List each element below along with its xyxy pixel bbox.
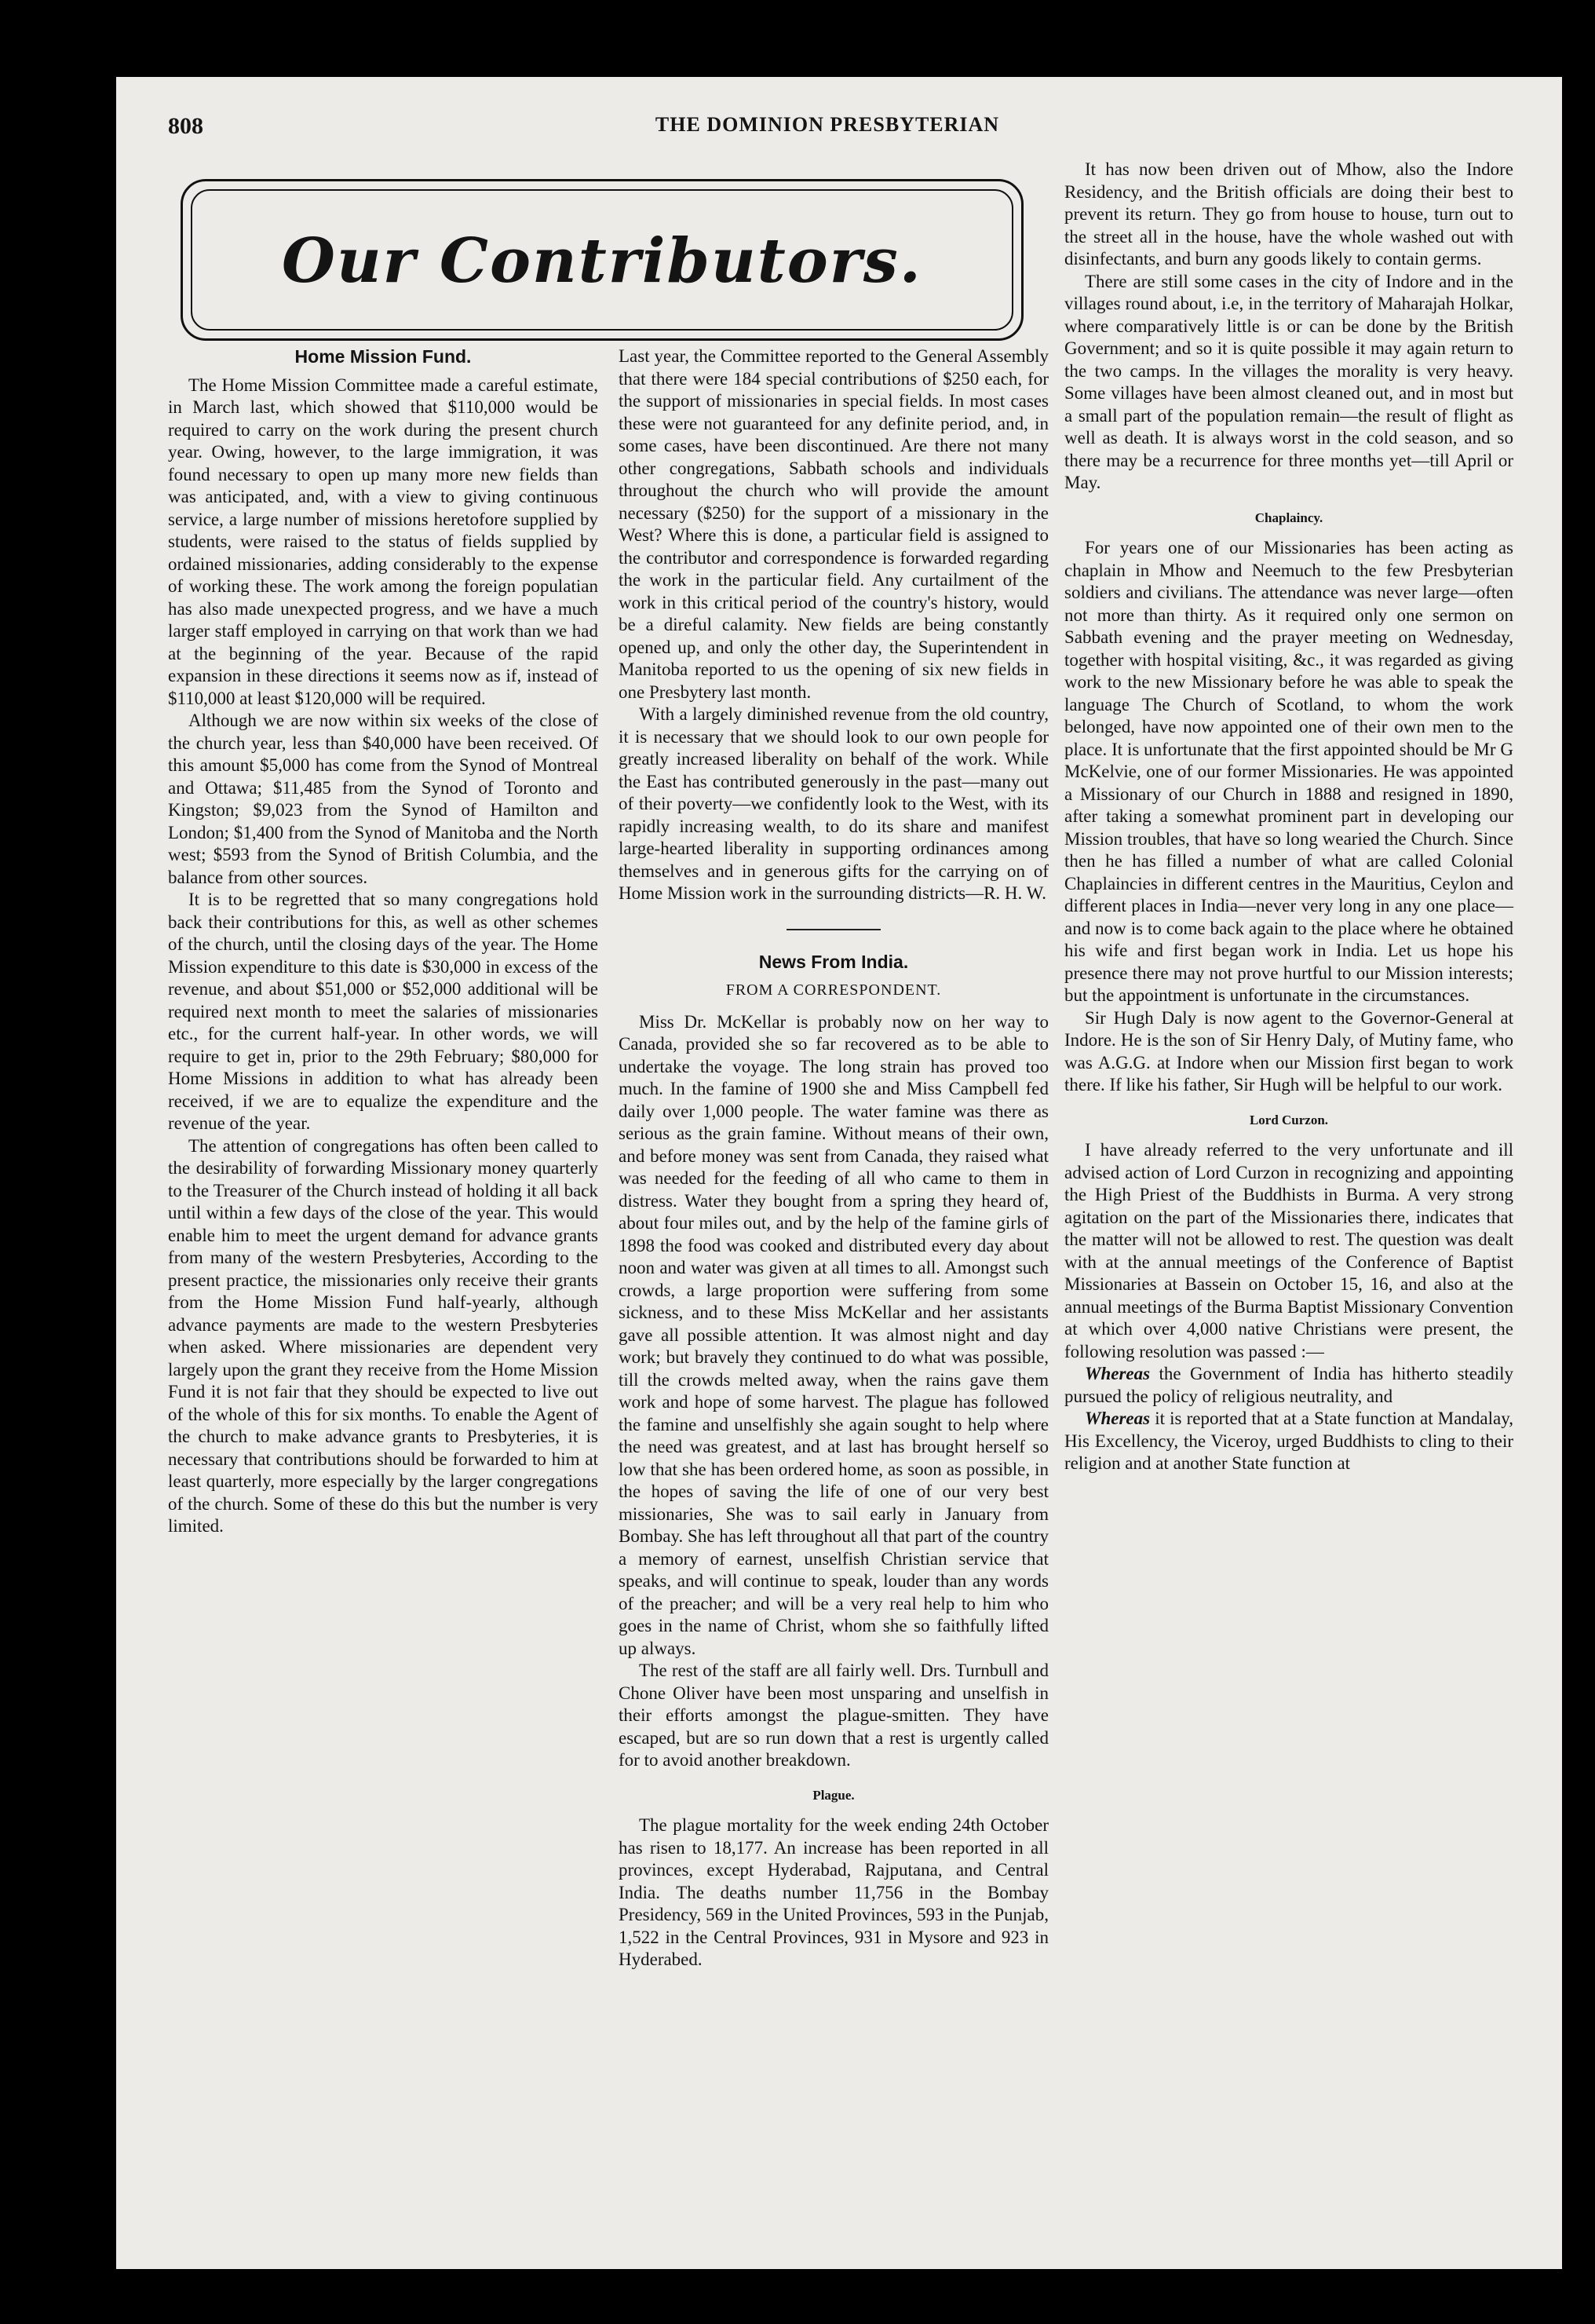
divider [787, 929, 881, 930]
paragraph: The attention of congregations has often been called to the desirability of forwarding Missionary money quarterly to the Treasurer of the Church instead of holding it all back until within a few days of the close of the year. This would enable him to meet the urgent demand for advance grants from many of the western Presbyteries, According to the present practice, the missionaries only receive their grants from the Home Mission Fund half-yearly, although advance payments are made to the western Presbyteries when asked. Where missionaries are dependent very largely upon the grant they receive from the Home Mission Fund it is not fair that they should be expected to live out of the whole of this for six months. To enable the Agent of the church to make advance grants to Presbyteries, it is necessary that contributions should be forwarded to him at least quarterly, more especially by the larger congregations of the church. Some of these do this but the number is very limited. [168, 1135, 598, 1536]
paragraph: The rest of the staff are all fairly well. Drs. Turnbull and Chone Oliver have been most unsparing and unselfish in their efforts amongst the plague-smitten. They have escaped, but are so run down that a rest is urgently called for to avoid another breakdown. [619, 1661, 1049, 1770]
resolution-lead: Whereas [1085, 1409, 1151, 1428]
column-3 [1064, 159, 1513, 1475]
publication-title: THE DOMINION PRESBYTERIAN [655, 113, 1000, 136]
column-2 [619, 345, 1049, 1971]
paragraph: The plague mortality for the week ending 24th October has risen to 18,177. An increase has been reported in all provinces, except Hyderabad, Rajputana, and Central India. The deaths number 11,756 in the Bombay Presidency, 569 in the United Provinces, 593 in the Punjab, 1,522 in the Central Provinces, 931 in Mysore and 923 in Hyderabed. [619, 1815, 1049, 1969]
article-heading: News From India. [758, 951, 909, 972]
paragraph: With a largely diminished revenue from the old country, it is necessary that we should look to our own people for greatly increased liberality on behalf of the work. While the East has contributed generously in the past—many out of their poverty—we confidently look to the West, with its rapidly increasing wealth, to do its share and manifest large-hearted liberality in supporting ordinances among themselves and in generous gifts for the carrying on of Home Mission work in the surrounding districts—R. H. W. [619, 704, 1049, 903]
page-header [168, 113, 1487, 144]
paragraph: I have already referred to the very unfortunate and ill advised action of Lord Curzon in recognizing and appointing the High Priest of the Buddhists in Burma. A very strong agitation on the part of the Missionaries there, indicates that the matter will not be allowed to rest. The question was dealt with at the annual meetings of the Conference of Baptist Missionaries at Bassein on October 15, 16, and also at the annual meetings of the Burma Baptist Missionary Convention at which over 4,000 native Christians were present, the following resolution was passed :— [1064, 1140, 1513, 1361]
page-number: 808 [168, 113, 203, 139]
paragraph: Although we are now within six weeks of the close of the church year, less than $40,000 have been received. Of this amount $5,000 has come from the Synod of Montreal and Ottawa; $11,485 from the Synod of Toronto and Kingston; $9,023 from the Synod of Hamilton and London; $1,400 from the Synod of Manitoba and the North west; $593 from the Synod of British Columbia, and the balance from other sources. [168, 711, 598, 887]
resolution-text: the Government of India has hitherto steadily pursued the policy of religious neutrality, and [1064, 1364, 1513, 1406]
section-banner [181, 179, 1024, 341]
column-1 [168, 345, 598, 1538]
paragraph: Miss Dr. McKellar is probably now on her way to Canada, provided she so far recovered as to be able to undertake the voyage. The long strain has proved too much. In the famine of 1900 she and Miss Campbell fed daily over 1,000 people. The water famine was there as serious as the grain famine. Without means of their own, and before money was sent from Canada, they raised what was needed for the feeding of all who came to them in distress. Water they bought from a spring they heard of, about four miles out, and by the help of the famine girls of 1898 the food was cooked and distributed every day about noon and water was given at all times to all. Amongst such crowds, a large proportion were suffering from some sickness, and to these Miss McKellar and her assistants gave all possible attention. It was almost night and day work; but bravely they continued to do what was possible, till the crowds melted away, when the rains gave them work and hope of some harvest. The plague has followed the famine and unselfishly she again sought to help where the need was greatest, and at last has brought herself so low that she has been ordered home, as soon as possible, in the hopes of saving the life of one of our very best missionaries, She was to sail early in January from Bombay. She has left throughout all that part of the country a memory of earnest, unselfish Christian service that speaks, and will continue to speak, louder than any words of the preacher; and will be a very real help to him who goes in the name of Christ, whom she so faithfully lifted up always. [619, 1011, 1049, 1658]
paragraph: Sir Hugh Daly is now agent to the Governor-General at Indore. He is the son of Sir Henry Daly, of Mutiny fame, who was A.G.G. at Indore when our Mission first began to work there. If like his father, Sir Hugh will be helpful to our work. [1064, 1007, 1513, 1094]
paragraph: It has now been driven out of Mhow, also the Indore Residency, and the British officials are doing their best to prevent its return. They go from house to house, turn out to the street all in the house, have the whole washed out with disinfectants, and burn any goods likely to contain germs. [1064, 159, 1513, 269]
resolution-clause [1064, 1363, 1513, 1408]
resolution-lead: Whereas [1085, 1364, 1151, 1383]
resolution-text: it is reported that at a State function at Mandalay, His Excellency, the Viceroy, urged Buddhists to cling to their religion and at another State function at [1064, 1409, 1513, 1473]
paragraph: Last year, the Committee reported to the General Assembly that there were 184 special contributions of $250 each, for the support of missionaries in special fields. In most cases these were not guaranteed for any definite period, and, in some cases, have been discontinued. Are there not many other congregations, Sabbath schools and individuals throughout the church who will provide the amount necessary ($250) for the support of a missionary in the West? Where this is done, a particular field is assigned to the contributor and correspondence is forwarded regarding the work in the particular field. Any curtailment of the work in this critical period of the country's history, would be a direful calamity. New fields are being constantly opened up, and only the other day, the Superintendent in Manitoba reported to us the opening of six new fields in one Presbytery last month. [619, 346, 1049, 702]
newspaper-page [116, 77, 1562, 2269]
paragraph: It is to be regretted that so many congregations hold back their contributions for this, as well as other schemes of the church, until the closing days of the year. The Home Mission expenditure to this date is $30,000 in excess of the revenue, and about $51,000 or $52,000 additional will be required next month to meet the salaries of missionaries etc., for the current half-year. In other words, we will require to get in, prior to the 29th February; $80,000 for Home Missions in addition to what has already been received, if we are to equalize the expenditure and the revenue of the year. [168, 890, 598, 1133]
paragraph: There are still some cases in the city of Indore and in the villages round about, i.e, in the territory of Maharajah Holkar, where comparatively little is or can be done by the British Government; and so it is quite possible it may again return to the two camps. In the villages the morality is very heavy. Some villages have been almost cleaned out, and in most but a small part of the population remain—the result of flight as well as death. It is always worst in the cold season, and so there may be a recurrence for three months yet—till April or May. [1064, 271, 1513, 492]
section-subheading: Chaplaincy. [1254, 510, 1323, 525]
resolution-clause [1064, 1408, 1513, 1475]
article-heading: Home Mission Fund. [294, 346, 472, 367]
section-title: Our Contributors. [282, 225, 922, 297]
paragraph: For years one of our Missionaries has been acting as chaplain in Mhow and Neemuch to the few Presbyterian soldiers and civilians. The attendance was never large—often not more than thirty. As it required only one sermon on Sabbath evening and the prayer meeting on Wednesday, together with hospital visiting, &c., it was regarded as giving work to the new Missionary before he was able to speak the language The Church of Scotland, to whom the work belonged, have now appointed one of their own men to the place. It is unfortunate that the first appointed should be Mr G McKelvie, one of our former Missionaries. He was appointed a Missionary of our Church in 1888 and resigned in 1890, after taking a somewhat prominent part in developing our Mission troubles, that have so long wearied the Church. Since then he has filled a number of what are called Colonial Chaplaincies in different centres in the Mauritius, Ceylon and different places in India—never very long in any one place—and now is to come back again to the place where he obtained his wife and first began work in India. Let us hope his presence there may not prove hurtful to our Mission interests; but the appointment is unfortunate in the circumstances. [1064, 538, 1513, 1005]
paragraph: The Home Mission Committee made a careful estimate, in March last, which showed that $110,000 would be required to carry on the work during the present church year. Owing, however, to the large immigration, it was found necessary to open up many more new fields than was anticipated, and, with a view to giving continuous service, a large number of missions heretofore supplied by students, were raised to the status of fields supplied by ordained missionaries, adding considerably to the expense of working these. The work among the foreign populatian has also made unexpected progress, and we have a much larger staff employed in carrying on that work than we had at the beginning of the year. Because of the rapid expansion in these directions it seems now as if, instead of $110,000 at least $120,000 will be required. [168, 375, 598, 708]
section-subheading: Plague. [812, 1787, 855, 1803]
article-subheading: FROM A CORRESPONDENT. [725, 981, 942, 999]
section-subheading: Lord Curzon. [1249, 1112, 1329, 1127]
